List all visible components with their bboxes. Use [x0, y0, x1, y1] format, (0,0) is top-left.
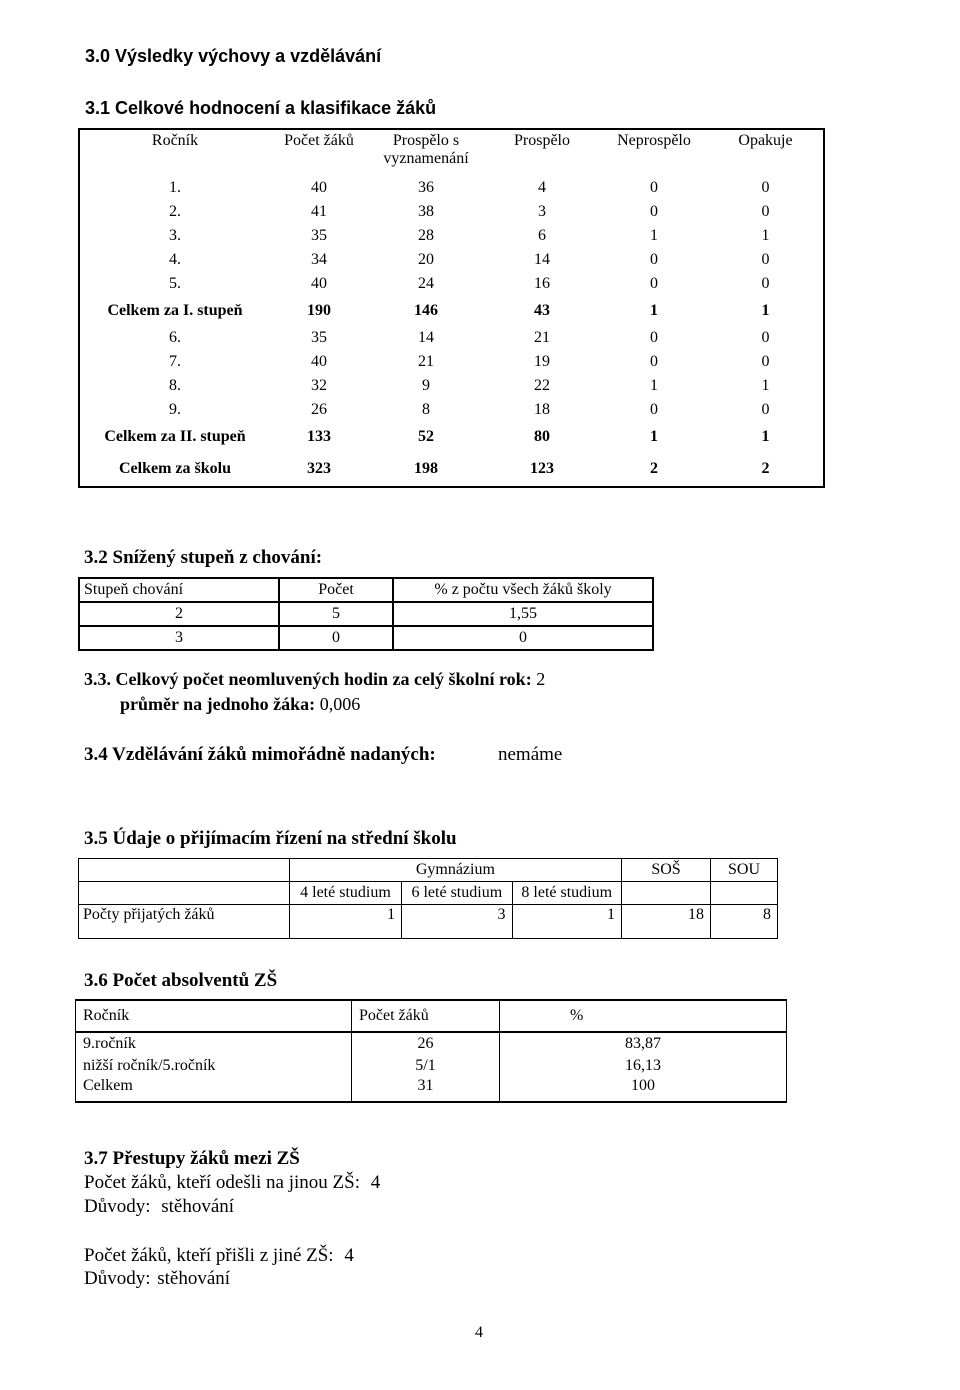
col-header-pocet: Počet: [279, 578, 393, 602]
behavior-table: [78, 577, 654, 651]
col-header-rocnik: Ročník: [76, 1000, 352, 1032]
table-cell: Celkem za I. stupeň: [107, 302, 243, 319]
table-cell: 0: [761, 353, 770, 370]
col-header-vyznamenani: [368, 129, 484, 176]
header-line-1: Prospělo s: [392, 132, 460, 149]
table-cell: 1: [650, 227, 658, 244]
table-row-total: [79, 296, 824, 326]
table-cell: 7.: [169, 353, 181, 370]
table-cell: 83,87: [500, 1032, 787, 1055]
table-cell: 100: [500, 1077, 787, 1102]
table-cell: 123: [530, 460, 554, 477]
table-cell: 1: [761, 302, 770, 319]
table-row-total: [79, 452, 824, 487]
table-cell: 0: [761, 179, 770, 196]
table-cell: Celkem za II. stupeň: [104, 428, 246, 445]
table-cell: 0: [650, 203, 658, 220]
table-cell: 2: [761, 460, 770, 477]
col-header-prospelo: Prospělo: [514, 132, 570, 149]
table-cell: 0: [650, 401, 658, 418]
table-header-row: [79, 578, 653, 602]
section-3-4-value: nemáme: [498, 744, 563, 765]
table-cell: 40: [311, 353, 327, 370]
table-cell: 4.: [169, 251, 181, 268]
table-cell: 2: [79, 602, 279, 626]
table-cell: 0: [761, 401, 770, 418]
col-header-4lete: 4 leté studium: [289, 882, 401, 905]
left-reasons-value: stěhování: [161, 1196, 235, 1217]
table-cell: 80: [534, 428, 550, 445]
came-reasons-value: stěhování: [157, 1268, 231, 1289]
table-cell: 34: [311, 251, 327, 268]
admission-table: [78, 858, 778, 939]
table-cell: 6.: [169, 329, 181, 346]
table-cell: 0: [393, 626, 653, 650]
table-cell: 0: [761, 329, 770, 346]
empty-cell: [79, 859, 290, 882]
main-heading: 3.0 Výsledky výchovy a vzdělávání: [85, 46, 382, 66]
col-header-pocet: Počet žáků: [284, 132, 354, 149]
came-students-label: Počet žáků, kteří přišli z jiné ZŠ:: [84, 1245, 334, 1266]
table-cell: nižší ročník/5.ročník: [76, 1055, 352, 1077]
table-cell: 0: [650, 251, 658, 268]
table-cell: 22: [534, 377, 550, 394]
table-cell: 35: [311, 329, 327, 346]
section-3-6-title: 3.6 Počet absolventů ZŠ: [84, 970, 278, 991]
unexcused-hours-value: 2: [536, 669, 546, 689]
table-row: [76, 1077, 787, 1102]
came-students-line: [84, 1245, 354, 1267]
table-cell: 26: [352, 1032, 500, 1055]
table-cell: 35: [311, 227, 327, 244]
table-cell: Celkem: [76, 1077, 352, 1102]
table-row: [79, 272, 824, 296]
classification-table: [78, 128, 825, 488]
table-cell: 1: [512, 905, 621, 939]
table-cell: 0: [761, 275, 770, 292]
empty-cell: [711, 882, 778, 905]
unexcused-hours-label: 3.3. Celkový počet neomluvených hodin za celý školní rok:: [84, 669, 532, 689]
table-cell: 43: [534, 302, 550, 319]
table-cell: 133: [307, 428, 331, 445]
table-cell: 0: [650, 179, 658, 196]
table-cell: 19: [534, 353, 550, 370]
col-header-sou: SOU: [711, 859, 778, 882]
table-cell: 1: [761, 428, 770, 445]
table-cell: 0: [761, 203, 770, 220]
table-row: [79, 602, 653, 626]
table-cell: 1: [761, 377, 770, 394]
left-reasons-label: Důvody:: [84, 1196, 151, 1217]
col-header-stupen: Stupeň chování: [79, 578, 279, 602]
table-cell: 28: [418, 227, 434, 244]
table-cell: 8.: [169, 377, 181, 394]
table-row: [79, 326, 824, 350]
table-header-row: [76, 1000, 787, 1032]
table-row: [79, 350, 824, 374]
col-header-rocnik: Ročník: [151, 132, 199, 149]
col-header-pocet: Počet žáků: [352, 1000, 500, 1032]
came-reasons-label: Důvody:: [84, 1268, 151, 1289]
table-cell: 8: [711, 905, 778, 939]
col-header-sos: SOŠ: [621, 859, 710, 882]
table-cell: 190: [307, 302, 331, 319]
col-header-8lete: 8 leté studium: [512, 882, 621, 905]
table-cell: 26: [311, 401, 327, 418]
section-3-3-line2: [120, 694, 360, 715]
table-cell: 146: [414, 302, 438, 319]
table-cell: 21: [534, 329, 550, 346]
table-cell: 0: [279, 626, 393, 650]
table-cell: 323: [307, 460, 331, 477]
table-cell: 4: [538, 179, 546, 196]
empty-cell: [79, 882, 290, 905]
table-cell: 40: [311, 179, 327, 196]
table-cell: 1: [650, 302, 658, 319]
table-cell: 14: [534, 251, 550, 268]
table-cell: 16: [534, 275, 550, 292]
table-header-row: [79, 129, 824, 176]
table-cell: 5/1: [352, 1055, 500, 1077]
table-cell: 1,55: [393, 602, 653, 626]
table-cell: 1: [650, 377, 658, 394]
col-header-procento: % z počtu všech žáků školy: [393, 578, 653, 602]
table-cell: Celkem za školu: [119, 460, 231, 477]
section-3-2-title: 3.2 Snížený stupeň z chování:: [84, 547, 323, 568]
table-cell: 2: [650, 460, 658, 477]
table-row: [79, 374, 824, 398]
table-header-row: [79, 859, 778, 882]
col-header-6lete: 6 leté studium: [402, 882, 512, 905]
table-cell: 9.ročník: [76, 1032, 352, 1055]
col-header-gymnazium: Gymnázium: [289, 859, 621, 882]
table-row: [79, 200, 824, 224]
section-3-1-title: 3.1 Celkové hodnocení a klasifikace žáků: [85, 98, 437, 118]
table-row: [79, 398, 824, 422]
table-cell: 0: [650, 329, 658, 346]
empty-cell: [621, 882, 710, 905]
table-row: [79, 224, 824, 248]
table-cell: 1: [289, 905, 401, 939]
table-cell: 21: [418, 353, 434, 370]
came-students-value: 4: [344, 1245, 354, 1266]
average-per-student-value: 0,006: [319, 694, 361, 714]
table-cell: 1: [650, 428, 658, 445]
table-cell: 3.: [169, 227, 181, 244]
table-row: [79, 248, 824, 272]
table-row: [79, 905, 778, 939]
table-cell: 9: [422, 377, 430, 394]
page-number: 4: [475, 1324, 483, 1341]
table-row: [79, 176, 824, 200]
table-cell: 1.: [169, 179, 181, 196]
table-cell: 32: [311, 377, 327, 394]
admitted-count-label: Počty přijatých žáků: [79, 905, 290, 939]
table-cell: 36: [418, 179, 434, 196]
table-cell: 3: [402, 905, 512, 939]
table-cell: 5.: [169, 275, 181, 292]
table-cell: 3: [79, 626, 279, 650]
section-3-3-line1: [84, 669, 545, 690]
table-cell: 198: [414, 460, 438, 477]
table-cell: 0: [761, 251, 770, 268]
table-cell: 3: [538, 203, 546, 220]
section-3-5-title: 3.5 Údaje o přijímacím řízení na střední školu: [84, 828, 457, 849]
table-cell: 24: [418, 275, 434, 292]
table-row: [76, 1032, 787, 1055]
table-cell: 18: [621, 905, 710, 939]
table-cell: 41: [311, 203, 327, 220]
section-3-4-label: 3.4 Vzdělávání žáků mimořádně nadaných:: [84, 744, 436, 765]
table-cell: 1: [761, 227, 770, 244]
section-3-7-title: 3.7 Přestupy žáků mezi ZŠ: [84, 1148, 300, 1169]
col-header-procento: %: [500, 1000, 787, 1032]
graduates-table: [75, 999, 787, 1103]
table-cell: 38: [418, 203, 434, 220]
table-cell: 18: [534, 401, 550, 418]
table-cell: 40: [311, 275, 327, 292]
table-cell: 31: [352, 1077, 500, 1102]
left-students-value: 4: [370, 1172, 381, 1193]
table-cell: 14: [418, 329, 434, 346]
col-header-opakuje: Opakuje: [738, 132, 793, 149]
table-cell: 2.: [169, 203, 181, 220]
table-cell: 9.: [169, 401, 181, 418]
col-header-neprospelo: Neprospělo: [617, 132, 691, 149]
left-reasons-line: [84, 1196, 234, 1218]
table-cell: 5: [279, 602, 393, 626]
table-cell: 16,13: [500, 1055, 787, 1077]
table-cell: 6: [538, 227, 546, 244]
left-students-label: Počet žáků, kteří odešli na jinou ZŠ:: [84, 1172, 360, 1193]
table-subheader-row: [79, 882, 778, 905]
table-row-total: [79, 422, 824, 452]
table-cell: 20: [418, 251, 434, 268]
table-cell: 8: [422, 401, 430, 418]
left-students-line: [84, 1172, 380, 1194]
table-cell: 52: [418, 428, 434, 445]
table-row: [76, 1055, 787, 1077]
table-row: [79, 626, 653, 650]
header-line-2: vyznamenání: [383, 150, 469, 167]
came-reasons-line: [84, 1268, 230, 1290]
average-per-student-label: průměr na jednoho žáka:: [120, 694, 316, 714]
table-cell: 0: [650, 353, 658, 370]
table-cell: 0: [650, 275, 658, 292]
